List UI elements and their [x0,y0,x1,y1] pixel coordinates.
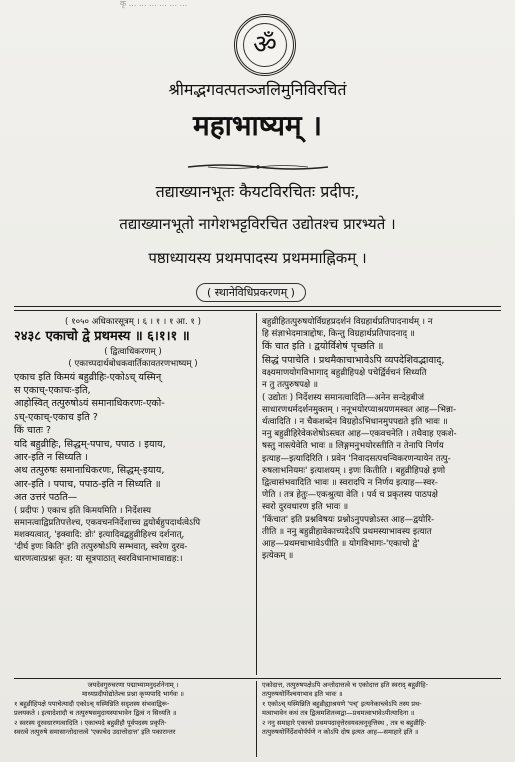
footnotes-left [14,681,252,759]
footnote-line: १ एकोऽच् यस्मिन्निति बहुव्रीह्याश्रयणे 'पच्' इत्यनेकाच्त्वेऽपि तस्य प्रथ- [262,699,422,708]
text-line: रुषलाभनियमः' इत्याशयम् । इणः कितीति । बहुव्रीहिपक्षे इणो [262,465,446,476]
text-line: आहोस्वित् तत्पुरुषोऽयं समानाधिकरणः-एको- [14,398,165,410]
commentary-line-uddyota: तद्याख्यानभूतो नागेशभट्टविरचित उद्योतश्च प्रारभ्यते । [119,215,396,233]
text-line: हि संज्ञाभेदमात्राद्दोषः, किन्तु विग्रहार्थप्रतिपादनाद् ॥ [262,329,415,340]
footnote-line: स्वरत्वे तत्पुरुषे समासान्तोदात्तत्वे 'एकाचेद उदात्तोदात्त' इति पकारान्तर [14,728,176,737]
footnote-line: जयदेवगुरुचरणा पद्माभ्यामनुदर्शनेनाम् । [87,681,179,689]
footnotes-right [262,681,502,759]
text-line: आह—प्रथमचाभावेऽपीति ॥ योगविभागः-'एकाचो द्वे' [262,539,420,550]
text-line: ( एकाच्पदार्थबोधकवार्तिकावतरणभाष्यम् ) [68,359,198,370]
text-line: समानत्वाद्विप्रतिपत्तेश्च, एकवचननिर्देशाच्च द्वयोर्बहुपदार्थत्वेऽपि [14,517,201,528]
text-line: 'किंचात' इति प्रश्नविषयः प्रश्नोऽनुपपन्नोऽस्त आह—द्वयोरि- [262,514,435,525]
text-line: किं चातः ? [14,425,52,437]
text-line: इत्याह—इत्यादिरिति । प्रवेन 'निवादसत्पचन्विकरणन्यायेन तत्पु- [262,453,451,464]
footnote-divider [14,678,501,679]
text-line: एकाच इति किमयं बहुव्रीहिः-एकोऽच् यस्मिन् [14,371,162,383]
text-line: तीति ॥ ननु बहुव्रीहावेकाच्पदेऽपि प्रथमस्याभावस्य इत्यात [262,526,432,537]
text-line: ( उद्योतः ) निर्देशस्य समानत्वादिति—अनेन सन्देहबीजं [262,392,425,403]
footnote-line: माध्यप्रदीपोद्योतेश्च प्रश्ना कृप्यपादि भार्गवः ॥ [81,690,185,699]
text-line: २४३८ एकाचो द्वे प्रथमस्य ॥ ६।१।१ ॥ [14,329,190,345]
footnote-line: मत्वाभावेन कथं तत्र द्वित्वमशितव्यद्वा—प्रथमत्वाभावेऽपीत्यादिना ॥ [262,709,415,718]
footnote-line: प्रलयकते । इत्यादेशादौ च तत्पुरुषसमुदायस्याभावेन द्वित्वं न सिध्यति ॥ [14,709,177,718]
om-emblem [234,14,296,76]
text-line: ( द्वित्वाधिकरणम् ) [104,347,162,358]
text-line: सिद्धं पपाचेति । प्रथमैकाचाभावेऽपि व्यपदेशिवद्भावाद्, [262,354,445,366]
footnote-line: तत्पुरुषयोर्निश्चयाभाव इति भावः ॥ [262,690,343,699]
text-line: ऽच्-एकाच्-एकाच इति ? [14,411,98,423]
text-line: ( प्रदीपः ) एकाच इति किमयमिति । निर्देशस्य [14,505,151,516]
left-column [14,316,252,676]
text-line: र्थत्वादिति । न चैकशब्देन विग्रहोऽभिधानमुपपद्यते इति भावः ॥ [262,417,448,428]
author-line: श्रीमद्भगवत्पतञ्जलिमुनिविरचितं [168,80,347,99]
text-line: आर-इति । पपाच, पपाठ-इति न सिध्यति ॥ [14,478,161,490]
bleed-through-text: कृ ... ... ... ... ... ... [120,0,188,8]
right-column [262,316,502,676]
text-line: द्वित्वासंभवादिति भावः ॥ स्वरादपि न निर्णय इत्याह—स्वर- [262,478,438,489]
chapter-heading: पष्ठाध्यायस्य प्रथमपादस्य प्रथममाह्निकम् । [148,249,367,267]
text-line: अत उत्तरं पठति— [14,492,78,504]
text-line: साधारणधर्मदर्शनमुक्तम् । ननूभयोरप्याश्रयणमस्वत आह—भिन्ना- [262,404,457,415]
ornament-divider-icon [188,162,328,172]
text-line: ननु बहुव्रीहिरेवेकशेषोऽस्त्वत आह—एकवचनेति । तथैवाह एकशे- [262,429,457,440]
footnote-line: २ स्वरस्य दुरवधारणत्वादिति । एकाच्पदे बहुव्रीहौ पूर्वपदस्य प्रकृति- [14,718,167,727]
text-line: ( १०५० अधिकारसूत्रम् । ६ । १ । १ आ. १ ) [65,317,201,327]
text-line: मशक्यत्वात्, 'इक्वादि: डोः' इत्यादिवद्बहुव्रीहिश्च दर्शनात्, [14,530,185,541]
page-title: महाभाष्यम् । [192,109,323,142]
text-line: किं चात इति । द्वयोर्विशेषं पृच्छति ॥ [262,341,384,353]
footnote-column-divider [256,681,257,757]
text-line: षस्तु नास्त्येवेति भावः ॥ लिङ्गमनुभयोरस्तीति न तेनापि निर्णय [262,441,444,452]
text-line: यदि बहुव्रीहिः, सिद्धम्-पपाच, पपाठ । इयाय, [14,438,166,450]
text-line: 'दीर्घ इणः किति' इति तत्पुरुषोऽपि सम्भवात्, स्वरेण दुरव- [14,542,188,553]
text-line: णेति । तत्र हेतुः—एकश्रुत्या वेति । पर्व च प्रकृतस्य पाठपक्षे [262,490,438,501]
text-line: आर-इति न सिध्यति । [14,452,89,464]
text-line: अथ तत्पुरुषः समानाधिकरणः, सिद्धम्-इयाय, [14,465,165,477]
section-label: ( स्थानेविधिप्रकरणम् ) [196,283,306,302]
om-icon: ॐ [243,23,287,67]
commentary-line-pradipa: तद्याख्यानभूतः कैयटविरचितः प्रदीपः, [155,182,360,201]
text-line: धारणत्वात्प्रश्नः कृत: या सूत्रपाठात् स्वरविधानाभावाद्यह:। [14,554,183,565]
text-line: इत्येकम् ॥ [262,551,294,562]
footnote-line: २ ननु समाहारे एकाचो प्रथमपदावृत्तेरवयवत्वनुवृत्तिस्थ , तत्र च बहुव्रीहि- [262,718,427,727]
text-line: न तु तत्पुरुषपक्षे ॥ [262,380,319,391]
footnote-line: तत्पुरुषयोर्निर्देशयोर्पर्पणे न कोऽपि दोष इत्यत आह—समाहारे इति ॥ [262,728,419,737]
text-line: स्वरो दुरवधारण इति भावः ॥ [262,502,349,513]
column-divider [256,313,257,675]
text-line: स एकाच्-एकाचः-इति, [14,385,91,397]
footnote-line: एकोदात्त, तत्पुरुषपक्षेऽपि अन्तोदात्तत्वे च एकोदात्त इति स्वराद् बहुव्रीहि- [262,681,428,689]
section-divider [14,306,501,311]
text-line: वक्ष्यमाणयोगविभागाद् बहुव्रीहिपक्षे पचेर्द्विर्वचनं सिध्यति [262,368,427,379]
text-line: बहुव्रीहितत्पुरुषयोर्विग्रहप्रदर्शनं विग्रहार्थप्रतिपादनार्थम् । न [262,317,433,327]
footnote-line: १ बहुव्रीहिपक्षे पपाचेत्यादौ एकोऽच् यस्मिन्निति सदृशस्य संभवाद्विरू- [14,699,170,708]
